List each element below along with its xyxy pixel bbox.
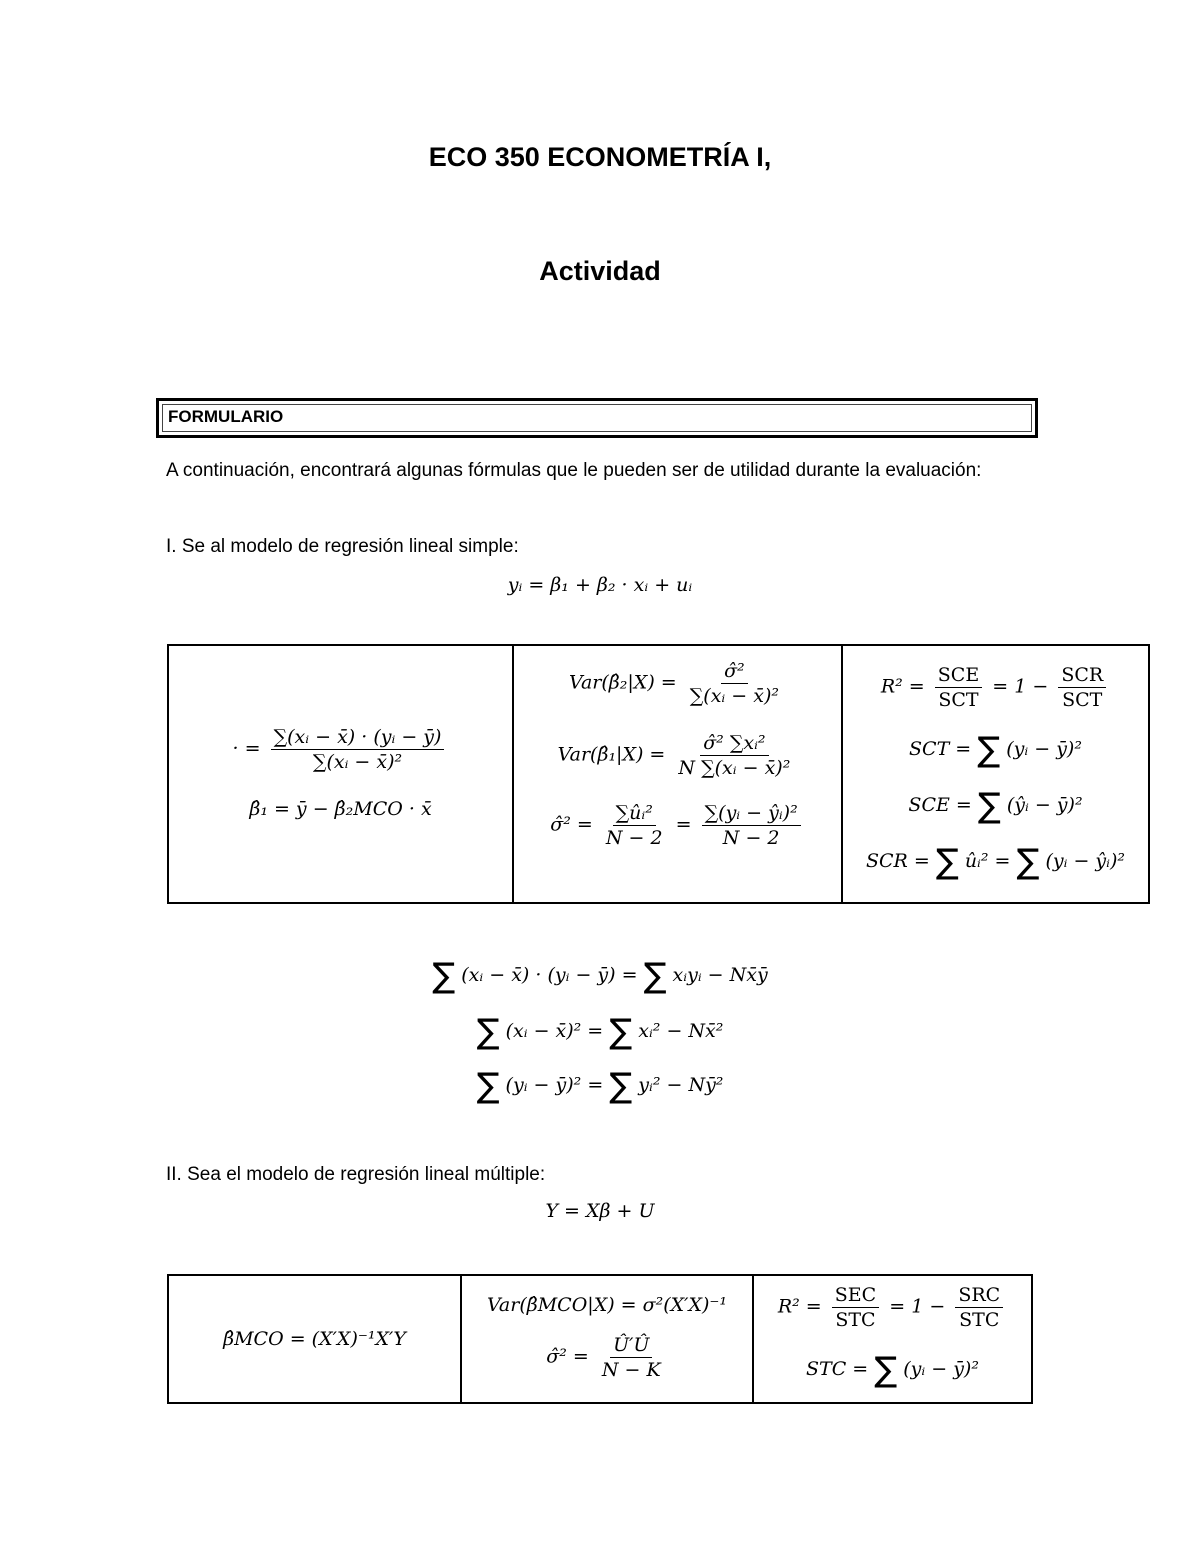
- activity-title: Actividad: [539, 256, 661, 286]
- section1-model-equation: yᵢ = β₁ + β₂ · xᵢ + uᵢ: [507, 574, 693, 596]
- var-beta1-formula: Var(β̂₁|X) = $\frac{\text{σ̂² ∑xᵢ²}}{\text{N ∑(xᵢ − x̄)²}}$: [557, 732, 791, 779]
- scr-formula: SCR = ∑ ûᵢ² = ∑ (yᵢ − ŷᵢ)²: [865, 842, 1126, 882]
- sct-formula: SCT = ∑ (yᵢ − ȳ)²: [909, 730, 1082, 770]
- stc-formula: STC = ∑ (yᵢ − ȳ)²: [806, 1350, 979, 1390]
- section1-col2: [513, 645, 842, 903]
- section2-col3: [753, 1275, 1032, 1403]
- identity-sum-squares-y: ∑ (yᵢ − ȳ)² = ∑ yᵢ² − Nȳ²: [476, 1066, 724, 1106]
- section2-model-equation: Y = Xβ + U: [545, 1200, 655, 1222]
- beta-mco-formula: β̂MCO = (X′X)⁻¹X′Y: [223, 1328, 406, 1350]
- identity-sum-squares-x: ∑ (xᵢ − x̄)² = ∑ xᵢ² − Nx̄²: [476, 1012, 724, 1052]
- r2-formula: R² = $\frac{\text{SCE}}{\text{SCT}}$ = 1 − $\frac{\text{SCR}}{\text{SCT}}$: [843, 664, 1148, 711]
- formulario-header-box: [156, 398, 1038, 438]
- beta2-formula: · = $\frac{\text{∑(xᵢ − x̄) · (yᵢ − ȳ)}}{\text{∑(xᵢ − x̄)²}}$: [169, 726, 512, 773]
- section2-col2: [461, 1275, 753, 1403]
- section2-col1: [168, 1275, 461, 1403]
- section1-formula-table: [167, 644, 1150, 904]
- sigma-hat-formula: σ̂² = $\frac{\text{∑ûᵢ²}}{N - 2}$ = $\frac{\text{∑(yᵢ − ŷᵢ)²}}{N - 2}$: [514, 802, 841, 849]
- var-beta-mco-formula: Var(β̂MCO|X) = σ²(X′X)⁻¹: [486, 1294, 728, 1316]
- section2-formula-table: [167, 1274, 1033, 1404]
- section2-heading: II. Sea el modelo de regresión lineal múltiple:: [166, 1164, 546, 1185]
- sigma-hat-matrix-formula: σ̂² = $\frac{Û'Û}{N - K}$: [546, 1334, 661, 1381]
- section1-heading: I. Se al modelo de regresión lineal simple:: [166, 536, 519, 557]
- r2-matrix-formula: R² = $\frac{\text{SEC}}{\text{STC}}$ = 1 − $\frac{\text{SRC}}{\text{STC}}$: [754, 1284, 1031, 1331]
- var-beta2-formula: Var(β̂₂|X) = $\frac{\text{σ̂²}}{\text{∑(xᵢ − x̄)²}}$: [568, 660, 779, 707]
- beta1-formula: β̂₁ = ȳ − β̂₂MCO · x̄: [249, 798, 432, 820]
- formulario-label: FORMULARIO: [168, 407, 284, 426]
- course-title: ECO 350 ECONOMETRÍA I,: [428, 142, 772, 172]
- section1-col3: [842, 645, 1149, 903]
- sce-formula: SCE = ∑ (ŷᵢ − ȳ)²: [908, 786, 1083, 826]
- formulario-intro: A continuación, encontrará algunas fórmulas que le pueden ser de utilidad durante la evaluación:: [166, 460, 982, 481]
- identity-cross-products: ∑ (xᵢ − x̄) · (yᵢ − ȳ) = ∑ xᵢyᵢ − Nx̄ȳ: [432, 956, 768, 996]
- section1-col1: [168, 645, 513, 903]
